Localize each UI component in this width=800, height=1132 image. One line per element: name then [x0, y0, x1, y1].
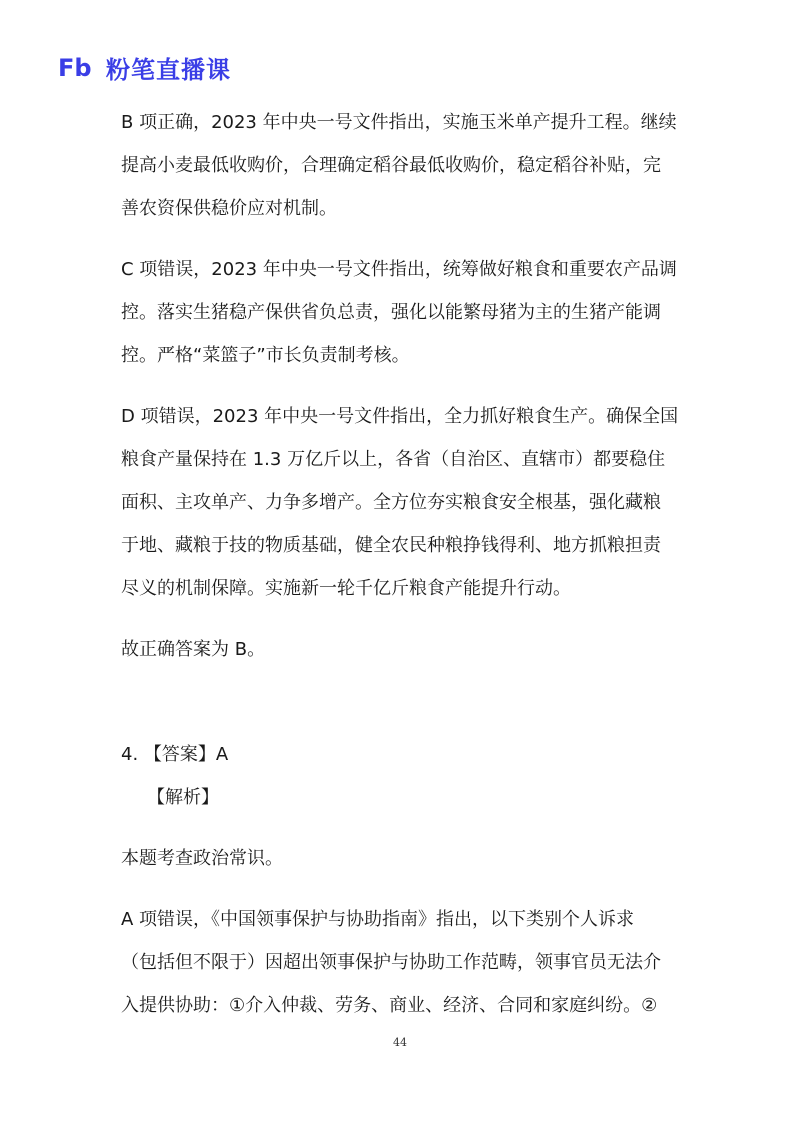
analysis-label: 【解析】: [147, 787, 219, 808]
answer-line: 4. 【答案】A: [121, 744, 229, 765]
paragraph-c-wrong: [121, 248, 681, 377]
document-body: [121, 101, 681, 1027]
paragraph-d-wrong: [121, 395, 681, 610]
text-line: 入提供协助：①介入仲裁、劳务、商业、经济、合同和家庭纠纷。②: [121, 995, 658, 1016]
text-line: 面积、主攻单产、力争多增产。全方位夯实粮食安全根基，强化藏粮: [121, 492, 661, 513]
text-line: C 项错误，2023 年中央一号文件指出，统筹做好粮食和重要农产品调: [121, 259, 677, 280]
text-line: 本题考查政治常识。: [121, 848, 283, 869]
page-number: 44: [393, 1036, 407, 1049]
text-line: 故正确答案为 B。: [121, 639, 266, 660]
paragraph-b-correct: [121, 101, 681, 230]
text-line: 控。落实生猪稳产保供省负总责，强化以能繁母猪为主的生猪产能调: [121, 302, 661, 323]
text-line: B 项正确，2023 年中央一号文件指出，实施玉米单产提升工程。继续: [121, 112, 677, 133]
text-line: 尽义的机制保障。实施新一轮千亿斤粮食产能提升行动。: [121, 578, 571, 599]
question-4-intro: [121, 837, 681, 880]
text-line: D 项错误，2023 年中央一号文件指出，全力抓好粮食生产。确保全国: [121, 406, 679, 427]
text-line: （包括但不限于）因超出领事保护与协助工作范畴，领事官员无法介: [121, 952, 661, 973]
fenbi-logo-icon: [58, 53, 100, 81]
text-line: 于地、藏粮于技的物质基础，健全农民种粮挣钱得利、地方抓粮担责: [121, 535, 661, 556]
text-line: 善农资保供稳价应对机制。: [121, 198, 337, 219]
text-line: 控。严格“菜篮子”市长负责制考核。: [121, 345, 410, 366]
text-line: 提高小麦最低收购价，合理确定稻谷最低收购价，稳定稻谷补贴，完: [121, 155, 661, 176]
paragraph-conclusion: [121, 628, 681, 671]
question-4-answer: [121, 733, 681, 819]
text-line: 粮食产量保持在 1.3 万亿斤以上，各省（自治区、直辖市）都要稳住: [121, 449, 666, 470]
svg-text:Fb: Fb: [58, 54, 92, 81]
page-header: [58, 50, 231, 84]
paragraph-a-wrong: [121, 898, 681, 1027]
text-line: A 项错误，《中国领事保护与协助指南》指出，以下类别个人诉求: [121, 909, 635, 930]
brand-name: 粉笔直播课: [106, 55, 231, 84]
